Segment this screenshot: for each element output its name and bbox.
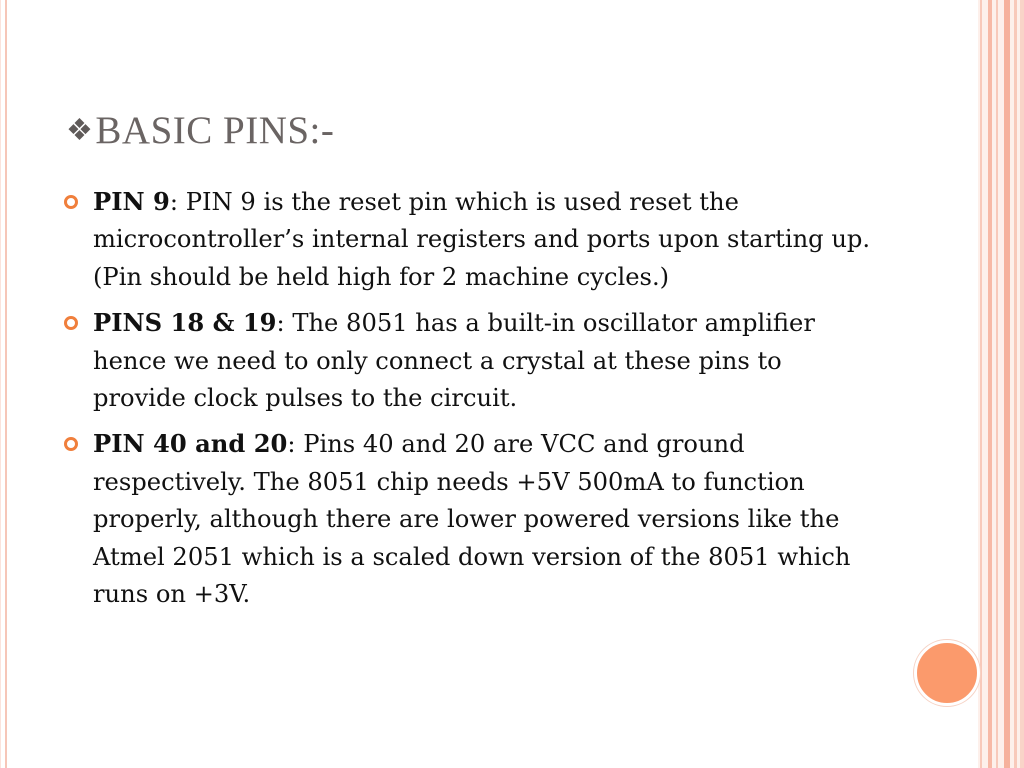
circle-bullet-icon xyxy=(64,316,78,330)
left-frame-line xyxy=(5,0,7,768)
bullet-separator: : xyxy=(287,430,304,459)
circle-bullet-icon xyxy=(64,437,78,451)
right-decorative-band xyxy=(978,0,1024,768)
right-stripe-6 xyxy=(1020,0,1024,768)
bullet-term: PIN 9 xyxy=(93,187,170,216)
bullet-term: PIN 40 and 20 xyxy=(93,429,288,459)
bullet-list xyxy=(62,183,872,621)
bullet-text: The 8051 has a built-in oscillator amplifier hence we need to only connect a crystal at these pins to provide clock pulses to the circuit. xyxy=(93,309,815,413)
diamond-ornament-icon: ❖ xyxy=(66,114,94,147)
left-frame-line-outer xyxy=(0,0,1,768)
bullet-item-pins-18-19 xyxy=(62,304,872,417)
slide-title-text: BASIC PINS:- xyxy=(95,109,335,152)
right-stripe-5 xyxy=(1014,0,1017,768)
circle-bullet-icon xyxy=(64,195,78,209)
right-stripe-1 xyxy=(980,0,982,768)
bullet-term: PINS 18 & 19 xyxy=(93,308,277,338)
right-stripe-4 xyxy=(1004,0,1010,768)
bullet-separator: : xyxy=(276,309,293,338)
right-stripe-3 xyxy=(996,0,998,768)
bullet-item-pin-9 xyxy=(62,183,872,296)
bullet-text: PIN 9 is the reset pin which is used reset the microcontroller’s internal registers and ports upon starting up. (Pin should be held high for 2 machine cycles.) xyxy=(93,188,871,291)
bullet-separator: : xyxy=(169,188,186,216)
bullet-item-pin-40-20 xyxy=(62,425,872,613)
orange-circle-decoration xyxy=(914,640,980,706)
right-stripe-2 xyxy=(988,0,992,768)
bullet-text: Pins 40 and 20 are VCC and ground respectively. The 8051 chip needs +5V 500mA to function properly, although there are lower powered versions like the Atmel 2051 which is a scaled down version of the 8051 which runs on +3V. xyxy=(93,430,851,609)
slide-title xyxy=(66,108,334,153)
